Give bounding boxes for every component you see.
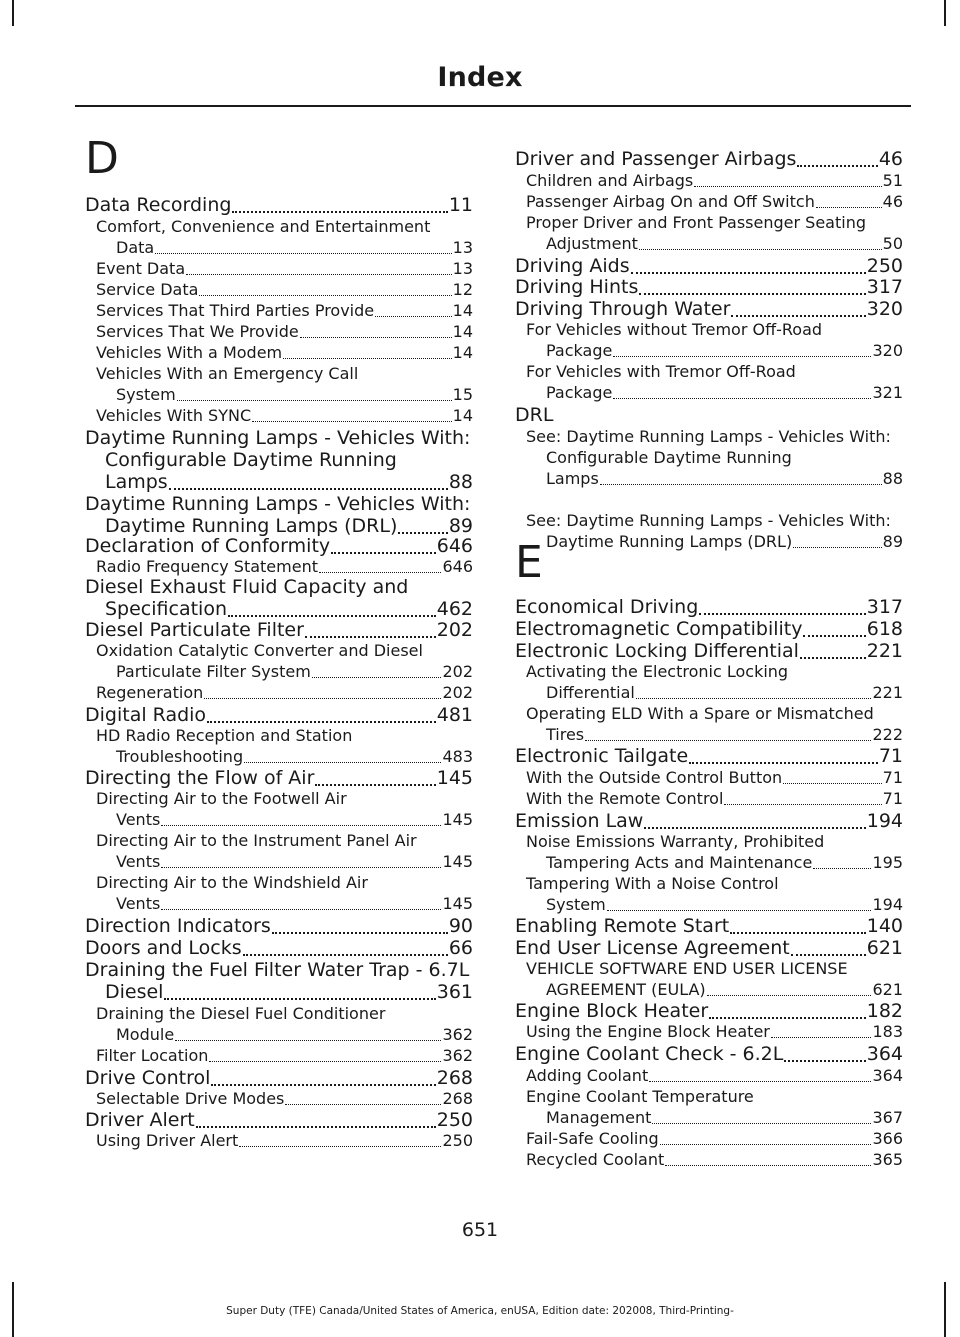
dot-leader (636, 698, 872, 699)
page-reference[interactable]: 202 (442, 683, 473, 702)
index-entry[interactable] (85, 959, 473, 1003)
index-entry[interactable] (515, 255, 903, 277)
entry-text-line: Selectable Drive Modes (96, 1089, 285, 1108)
index-entry[interactable] (85, 915, 473, 937)
index-subentry[interactable] (515, 831, 903, 873)
entry-text-line: Daytime Running Lamps (DRL) (546, 532, 793, 551)
entry-text-line: Electronic Tailgate (515, 745, 689, 767)
dot-leader (793, 547, 881, 548)
dot-leader (631, 272, 866, 274)
entry-text-line: Tampering With a Noise Control (526, 874, 779, 893)
entry-text-line: Doors and Locks (85, 937, 242, 959)
entry-text-line: Declaration of Conformity (85, 535, 331, 557)
dot-leader (272, 932, 448, 934)
page-reference[interactable]: 222 (872, 725, 903, 744)
entry-text-line: Directing Air to the Footwell Air (96, 789, 347, 808)
entry-text-line: Lamps (105, 471, 168, 493)
index-entry[interactable] (515, 937, 903, 959)
dot-leader (800, 657, 866, 659)
page-reference[interactable]: 362 (442, 1046, 473, 1065)
index-subentry[interactable] (515, 212, 903, 254)
dot-leader (771, 1037, 872, 1038)
dot-leader (204, 698, 441, 699)
entry-text-line: Vehicles With an Emergency Call (96, 364, 359, 383)
dot-leader (244, 762, 441, 763)
entry-text-line: Driving Hints (515, 276, 639, 298)
page-title: Index (437, 62, 523, 93)
entry-text-line: Adding Coolant (526, 1066, 649, 1085)
dot-leader (398, 532, 447, 534)
dot-leader (613, 398, 871, 399)
page-reference[interactable]: 364 (872, 1066, 903, 1085)
dot-leader (169, 488, 448, 490)
entry-text-line: Driving Through Water (515, 298, 731, 320)
page-reference[interactable]: 618 (866, 618, 903, 640)
dot-leader (375, 316, 452, 317)
index-entry[interactable] (515, 618, 903, 640)
entry-text-line: Diesel Particulate Filter (85, 619, 304, 641)
page-reference[interactable]: 88 (448, 471, 473, 493)
entry-text-line: Children and Airbags (526, 171, 694, 190)
entry-text-line: Electromagnetic Compatibility (515, 618, 803, 640)
page-reference[interactable]: 250 (436, 1109, 473, 1131)
dot-leader (707, 995, 872, 996)
index-subentry[interactable] (85, 788, 473, 830)
dot-leader (312, 677, 442, 678)
dot-leader (784, 1060, 865, 1062)
page-reference[interactable]: 321 (872, 383, 903, 402)
entry-text-line: Enabling Remote Start (515, 915, 730, 937)
index-entry[interactable] (515, 810, 903, 832)
index-entry[interactable] (515, 148, 903, 170)
dot-leader (689, 762, 878, 764)
entry-text-line: Drive Control (85, 1067, 211, 1089)
index-entry[interactable] (85, 704, 473, 726)
index-subentry[interactable] (85, 279, 473, 300)
dot-leader (196, 1126, 436, 1128)
entry-text-line: Digital Radio (85, 704, 207, 726)
entry-text-line: Configurable Daytime Running (105, 449, 397, 471)
page-reference[interactable]: 140 (866, 915, 903, 937)
page-reference[interactable]: 46 (878, 148, 903, 170)
dot-leader (816, 207, 882, 208)
page-reference[interactable]: 71 (878, 745, 903, 767)
index-subentry[interactable] (515, 319, 903, 361)
entry-text-line: For Vehicles without Tremor Off-Road (526, 320, 823, 339)
entry-text-line: Engine Coolant Temperature (526, 1087, 754, 1106)
page-reference[interactable]: 15 (452, 385, 473, 404)
index-entry[interactable] (515, 596, 903, 618)
index-subentry[interactable] (515, 873, 903, 915)
entry-text-line: System (116, 385, 176, 404)
index-entry[interactable] (85, 576, 473, 620)
index-subentry[interactable] (85, 1003, 473, 1045)
page-reference[interactable]: 621 (866, 937, 903, 959)
page-reference[interactable]: 462 (436, 598, 473, 620)
dot-leader (300, 337, 452, 338)
dot-leader (239, 1146, 441, 1147)
page-reference[interactable]: 367 (872, 1108, 903, 1127)
page-reference[interactable]: 361 (436, 981, 473, 1003)
section-letter-d: D (85, 133, 119, 184)
entry-text-line: Driver Alert (85, 1109, 195, 1131)
entry-text-line: Diesel Exhaust Fluid Capacity and (85, 576, 409, 598)
dot-leader (161, 825, 441, 826)
index-subentry[interactable] (85, 216, 473, 258)
index-entry[interactable] (85, 619, 473, 641)
page-reference[interactable]: 250 (866, 255, 903, 277)
page-reference[interactable]: 364 (866, 1043, 903, 1065)
entry-text-line: Draining the Diesel Fuel Conditioner (96, 1004, 386, 1023)
dot-leader (699, 613, 865, 615)
entry-text-line: Management (546, 1108, 652, 1127)
dot-leader (199, 295, 451, 296)
entry-text-line: Direction Indicators (85, 915, 271, 937)
entry-text-line: Oxidation Catalytic Converter and Diesel (96, 641, 423, 660)
dot-leader (600, 484, 882, 485)
entry-text-line: Directing Air to the Instrument Panel Air (96, 831, 417, 850)
entry-text-line: Vents (116, 894, 161, 913)
entry-text-line: Radio Frequency Statement (96, 557, 318, 576)
dot-leader (319, 572, 441, 573)
dot-leader (175, 1040, 441, 1041)
page-reference[interactable]: 14 (452, 322, 473, 341)
entry-text-line: See: Daytime Running Lamps - Vehicles With: (526, 427, 891, 446)
entry-text-line: Driver and Passenger Airbags (515, 148, 797, 170)
index-subentry[interactable] (85, 258, 473, 279)
dot-leader (186, 274, 452, 275)
entry-text-line: System (546, 895, 606, 914)
entry-text-line: AGREEMENT (EULA) (546, 980, 706, 999)
page-number: 651 (461, 1219, 499, 1241)
entry-text-line: VEHICLE SOFTWARE END USER LICENSE (526, 959, 848, 978)
index-subentry[interactable] (85, 682, 473, 703)
page-reference[interactable]: 317 (866, 596, 903, 618)
dot-leader (585, 740, 871, 741)
index-entry[interactable] (515, 276, 903, 298)
page-reference[interactable]: 145 (442, 810, 473, 829)
page-reference[interactable]: 202 (442, 662, 473, 681)
page-reference[interactable]: 483 (442, 747, 473, 766)
entry-text-line: Diesel (105, 981, 164, 1003)
page-reference[interactable]: 194 (866, 810, 903, 832)
page-reference[interactable]: 646 (442, 557, 473, 576)
dot-leader (315, 784, 435, 786)
entry-text-line: Adjustment (546, 234, 638, 253)
dot-leader (283, 358, 452, 359)
page-reference[interactable]: 71 (882, 768, 903, 787)
dot-leader (161, 867, 441, 868)
page-reference[interactable]: 14 (452, 343, 473, 362)
entry-text-line: Using the Engine Block Heater (526, 1022, 770, 1041)
entry-text-line: Services That Third Parties Provide (96, 301, 375, 320)
index-entry[interactable] (515, 640, 903, 662)
entry-text-line: Emission Law (515, 810, 644, 832)
dot-leader (232, 211, 447, 213)
index-entry[interactable] (85, 1067, 473, 1089)
page-reference[interactable]: 320 (866, 298, 903, 320)
page-reference[interactable]: 13 (452, 259, 473, 278)
entry-text-line: Activating the Electronic Locking (526, 662, 789, 681)
entry-text-line: Electronic Locking Differential (515, 640, 799, 662)
dot-leader (791, 954, 866, 956)
index-entry[interactable] (515, 1043, 903, 1065)
index-subentry[interactable] (515, 1021, 903, 1042)
entry-text-line: Engine Coolant Check - 6.2L (515, 1043, 784, 1065)
index-subentry[interactable] (85, 1045, 473, 1066)
index-entry[interactable] (85, 194, 473, 216)
index-subentry[interactable] (85, 342, 473, 363)
index-entry[interactable] (85, 937, 473, 959)
page-reference[interactable]: 46 (882, 192, 903, 211)
entry-text-line: Comfort, Convenience and Entertainment (96, 217, 431, 236)
dot-leader (724, 804, 881, 805)
index-subentry[interactable] (515, 191, 903, 212)
index-entry[interactable] (515, 404, 903, 426)
entry-text-line: Daytime Running Lamps - Vehicles With: (85, 493, 471, 515)
dot-leader (177, 400, 452, 401)
entry-text-line: Daytime Running Lamps (DRL) (105, 515, 398, 537)
entry-text-line: Differential (546, 683, 635, 702)
index-subentry[interactable] (515, 170, 903, 191)
dot-leader (783, 783, 881, 784)
index-subentry[interactable] (85, 321, 473, 342)
page-reference[interactable]: 320 (872, 341, 903, 360)
dot-leader (694, 186, 881, 187)
index-entry[interactable] (515, 745, 903, 767)
entry-text-line: Economical Driving (515, 596, 699, 618)
dot-leader (639, 249, 882, 250)
entry-text-line: Package (546, 341, 613, 360)
entry-text-line: Vents (116, 810, 161, 829)
entry-text-line: Package (546, 383, 613, 402)
index-subentry[interactable] (515, 958, 903, 1000)
entry-text-line: Vents (116, 852, 161, 871)
dot-leader (305, 636, 436, 638)
dot-leader (161, 909, 441, 910)
page-reference[interactable]: 66 (448, 937, 473, 959)
entry-text-line: HD Radio Reception and Station (96, 726, 353, 745)
entry-text-line: Filter Location (96, 1046, 209, 1065)
entry-text-line: Recycled Coolant (526, 1150, 665, 1169)
index-entry[interactable] (85, 535, 473, 557)
dot-leader (252, 421, 452, 422)
page-reference[interactable]: 50 (882, 234, 903, 253)
entry-text-line: Specification (105, 598, 227, 620)
index-subentry[interactable] (515, 1149, 903, 1170)
index-subentry[interactable] (85, 1130, 473, 1151)
dot-leader (639, 293, 865, 295)
index-subentry[interactable] (85, 556, 473, 577)
entry-text-line: Data (116, 238, 155, 257)
index-subentry[interactable] (85, 300, 473, 321)
dot-leader (285, 1104, 441, 1105)
entry-text-line: Configurable Daytime Running (546, 448, 792, 467)
entry-text-line: For Vehicles with Tremor Off-Road (526, 362, 796, 381)
dot-leader (660, 1144, 872, 1145)
index-subentry[interactable] (85, 1088, 473, 1109)
entry-text-line: Service Data (96, 280, 199, 299)
page-reference[interactable]: 481 (436, 704, 473, 726)
page-reference[interactable]: 646 (436, 535, 473, 557)
dot-leader (164, 998, 435, 1000)
page-reference[interactable]: 182 (866, 1000, 903, 1022)
page-reference[interactable]: 362 (442, 1025, 473, 1044)
index-subentry[interactable] (515, 788, 903, 809)
index-entry[interactable] (85, 1109, 473, 1131)
page-reference[interactable]: 88 (882, 469, 903, 488)
page-reference[interactable]: 194 (872, 895, 903, 914)
index-subentry[interactable] (85, 725, 473, 767)
index-subentry[interactable] (85, 872, 473, 914)
index-subentry[interactable] (515, 1065, 903, 1086)
dot-leader (813, 868, 871, 869)
index-subentry[interactable] (515, 426, 903, 489)
entry-text-line: Using Driver Alert (96, 1131, 239, 1150)
header-rule (75, 105, 911, 107)
page-reference[interactable]: 71 (882, 789, 903, 808)
index-subentry[interactable] (515, 361, 903, 403)
entry-text-line: Passenger Airbag On and Off Switch (526, 192, 815, 211)
index-entry[interactable] (515, 915, 903, 937)
dot-leader (709, 1017, 866, 1019)
crop-mark (944, 0, 946, 26)
entry-text-line: Directing the Flow of Air (85, 767, 315, 789)
page-reference[interactable]: 14 (452, 406, 473, 425)
page-reference[interactable]: 89 (882, 532, 903, 551)
page-reference[interactable]: 317 (866, 276, 903, 298)
entry-text-line: Directing Air to the Windshield Air (96, 873, 368, 892)
dot-leader (243, 954, 448, 956)
page-reference[interactable]: 221 (866, 640, 903, 662)
dot-leader (207, 721, 436, 723)
entry-text-line: Module (116, 1025, 175, 1044)
index-subentry[interactable] (515, 1086, 903, 1128)
entry-text-line: Event Data (96, 259, 186, 278)
entry-text-line: Particulate Filter System (116, 662, 311, 681)
page-reference[interactable]: 11 (448, 194, 473, 216)
index-subentry[interactable] (85, 640, 473, 682)
entry-text-line: Troubleshooting (116, 747, 244, 766)
index-entry[interactable] (85, 767, 473, 789)
index-subentry[interactable] (515, 703, 903, 745)
page-reference[interactable]: 366 (872, 1129, 903, 1148)
entry-text-line: See: Daytime Running Lamps - Vehicles With: (526, 511, 891, 530)
index-subentry[interactable] (85, 363, 473, 405)
index-subentry[interactable] (515, 661, 903, 703)
page-reference[interactable]: 145 (442, 894, 473, 913)
entry-text-line: Fail-Safe Cooling (526, 1129, 659, 1148)
entry-text-line: With the Outside Control Button (526, 768, 783, 787)
index-entry[interactable] (85, 493, 473, 537)
page-reference[interactable]: 13 (452, 238, 473, 257)
entry-text-line: DRL (515, 404, 554, 426)
entry-text-line: Noise Emissions Warranty, Prohibited (526, 832, 825, 851)
crop-mark (12, 0, 14, 26)
dot-leader (211, 1084, 435, 1086)
index-subentry[interactable] (515, 510, 903, 552)
dot-leader (613, 356, 871, 357)
footer-edition-info: Super Duty (TFE) Canada/United States of America, enUSA, Edition date: 202008, Third-Printing- (226, 1305, 734, 1317)
page-reference[interactable]: 621 (872, 980, 903, 999)
dot-leader (652, 1123, 871, 1124)
index-entry[interactable] (85, 427, 473, 493)
dot-leader (644, 827, 865, 829)
dot-leader (665, 1165, 871, 1166)
entry-text-line: Vehicles With SYNC (96, 406, 252, 425)
dot-leader (731, 315, 865, 317)
index-entry[interactable] (515, 298, 903, 320)
entry-text-line: Driving Aids (515, 255, 630, 277)
page-reference[interactable]: 183 (872, 1022, 903, 1041)
entry-text-line: With the Remote Control (526, 789, 724, 808)
dot-leader (803, 635, 865, 637)
page-reference[interactable]: 202 (436, 619, 473, 641)
entry-text-line: Engine Block Heater (515, 1000, 709, 1022)
page-reference[interactable]: 268 (442, 1089, 473, 1108)
entry-text-line: Draining the Fuel Filter Water Trap - 6.7L (85, 959, 470, 981)
dot-leader (649, 1081, 871, 1082)
index-subentry[interactable] (85, 830, 473, 872)
page-reference[interactable]: 195 (872, 853, 903, 872)
dot-leader (607, 910, 872, 911)
page-reference[interactable]: 268 (436, 1067, 473, 1089)
dot-leader (209, 1061, 441, 1062)
section-letter-e: E (515, 537, 543, 588)
entry-text-line: Lamps (546, 469, 599, 488)
entry-text-line: Data Recording (85, 194, 232, 216)
page-reference[interactable]: 145 (436, 767, 473, 789)
entry-text-line: Regeneration (96, 683, 204, 702)
dot-leader (730, 932, 866, 934)
entry-text-line: Tampering Acts and Maintenance (546, 853, 813, 872)
page-reference[interactable]: 365 (872, 1150, 903, 1169)
dot-leader (797, 165, 877, 167)
page-reference[interactable]: 51 (882, 171, 903, 190)
entry-text-line: Services That We Provide (96, 322, 299, 341)
index-subentry[interactable] (85, 405, 473, 426)
dot-leader (228, 615, 436, 617)
entry-text-line: Tires (546, 725, 585, 744)
page-reference[interactable]: 221 (872, 683, 903, 702)
index-entry[interactable] (515, 1000, 903, 1022)
entry-text-line: End User License Agreement (515, 937, 790, 959)
page-reference[interactable]: 250 (442, 1131, 473, 1150)
index-subentry[interactable] (515, 767, 903, 788)
page-reference[interactable]: 90 (448, 915, 473, 937)
entry-text-line: Vehicles With a Modem (96, 343, 283, 362)
index-subentry[interactable] (515, 1128, 903, 1149)
dot-leader (155, 253, 451, 254)
page-reference[interactable]: 145 (442, 852, 473, 871)
entry-text-line: Operating ELD With a Spare or Mismatched (526, 704, 874, 723)
dot-leader (331, 552, 436, 554)
entry-text-line: Daytime Running Lamps - Vehicles With: (85, 427, 471, 449)
entry-text-line: Proper Driver and Front Passenger Seating (526, 213, 866, 232)
page-reference[interactable]: 89 (448, 515, 473, 537)
page-reference[interactable]: 12 (452, 280, 473, 299)
page-reference[interactable]: 14 (452, 301, 473, 320)
